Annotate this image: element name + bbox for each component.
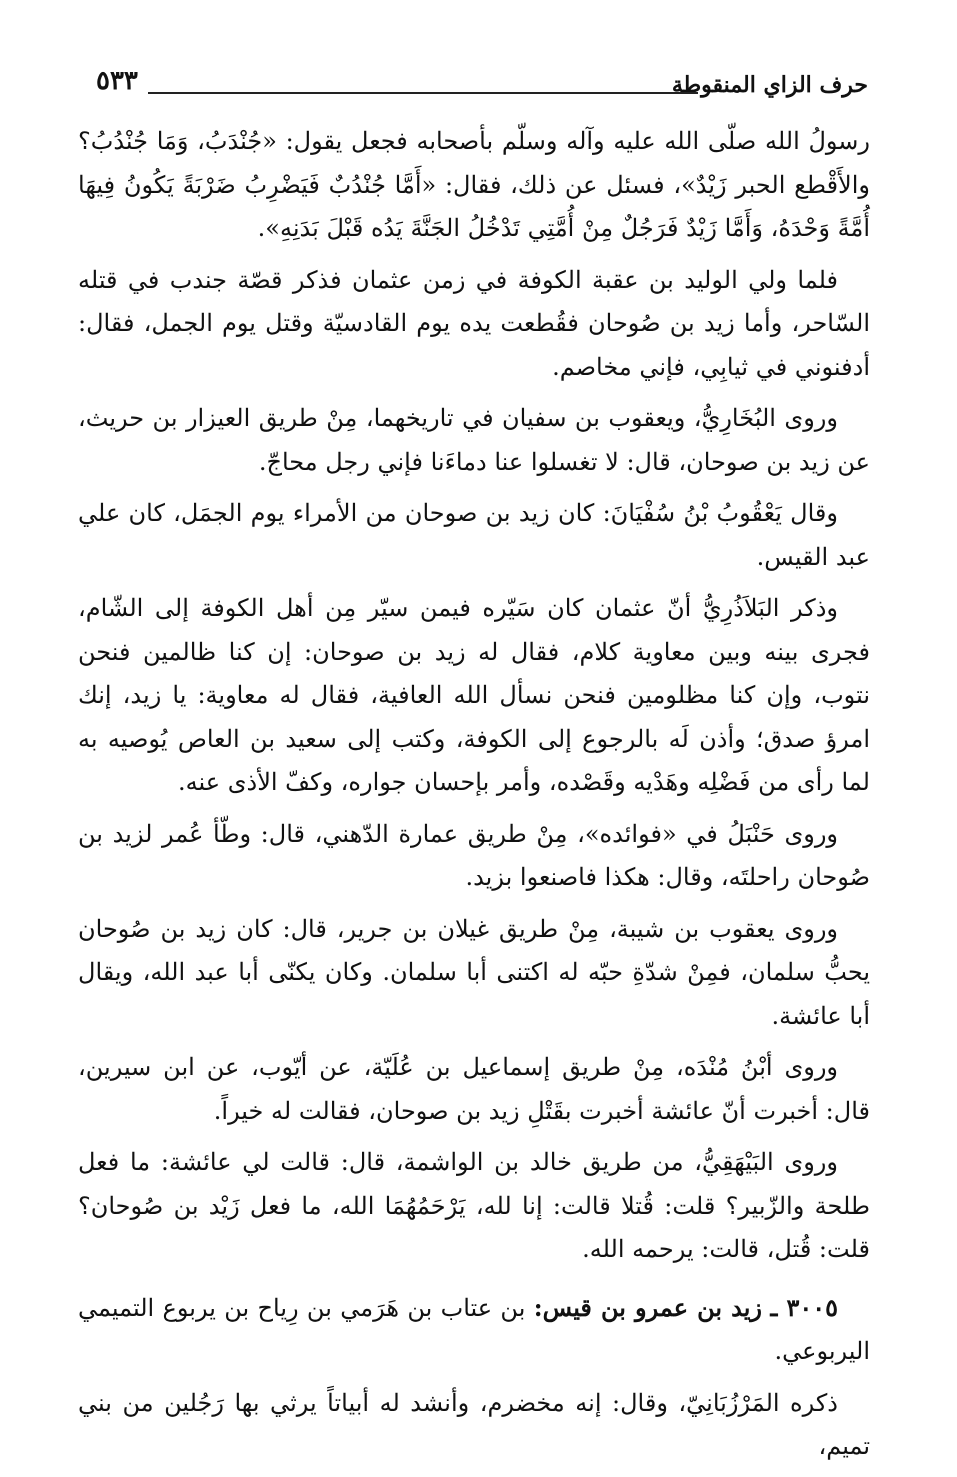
paragraph: وقال يَعْقُوبُ بْنُ سُفْيَانَ: كان زيد بن صوحان من الأمراء يوم الجمَل، كان علي عبد القيس. [78,499,870,571]
entry-name: زيد بن عمرو بن قيس: [533,1292,762,1322]
running-title: حرف الزاي المنقوطة [671,72,868,98]
paragraph: فلما ولي الوليد بن عقبة الكوفة في زمن عثمان فذكر قصّة جندب في قتله السّاحر، وأما زيد بن صُوحان فقُطعت يده يوم القادسيّة وقتل يوم الجمل، فقال: أدفنوني في ثيابِي، فإني مخاصم. [78,265,870,381]
paragraph: وروى أبْنُ مُنْدَه، مِنْ طريق إسماعيل بن عُلَيّة، عن أيّوب، عن ابن سيرين، قال: أخبرت أنّ عائشة أخبرت بقَتْلِ زيد بن صوحان، فقالت له خيراً. [78,1053,870,1125]
entry-text: بن عتاب بن هَرَمي بن رِياح بن يربوع التميمي اليربوعي. [78,1293,870,1365]
paragraph: وروى يعقوب بن شيبة، مِنْ طريق غيلان بن جرير، قال: كان زيد بن صُوحان يحبُّ سلمان، فمِنْ شدّةِ حبّه له اكتنى أبا سلمان. وكان يكنّى أبا عبد الله، ويقال أبا عائشة. [78,914,870,1030]
paragraph: وروى حَنْبَلُ في «فوائده»، مِنْ طريق عمارة الدّهني، قال: وطّأ عُمر لزيد بن صُوحان راحلتَه، وقال: هكذا فاصنعوا بزيد. [78,819,870,891]
paragraph: ذكره المَرْزُبَانِيّ، وقال: إنه مخضرم، وأنشد له أبياتاً يرثي بها رَجُلين من بني تميم، [78,1388,870,1460]
entry-number: ٣٠٠٥ ـ [770,1292,838,1322]
paragraph: وروى البُخَارِيُّ، ويعقوب بن سفيان في تاريخهما، مِنْ طريق العيزار بن حريث، عن زيد بن صوحان، قال: لا تغسلوا عنا دماءَنا فإني رجل محاجّ. [78,404,870,476]
body-text [78,120,870,1477]
paragraph: وروى البَيْهَقِيُّ، من طريق خالد بن الواشمة، قال: قالت لي عائشة: ما فعل طلحة والزّبير؟ قلت: قُتلا قالت: إنا لله، يَرْحَمُهُمَا الله، ما فعل زَيْد بن صُوحان؟ قلت: قُتل، قالت: يرحمه الله. [78,1148,870,1263]
page-number: ٥٣٣ [96,66,138,96]
biography-entry [78,1280,870,1374]
paragraph: رسولُ الله صلّى الله عليه وآله وسلّم بأصحابه فجعل يقول: «جُنْدَبُ، وَمَا جُنْدُبُ؟ والأَقْطع الحبر زَيْدٌ»، فسئل عن ذلك، فقال: «أَمَّا جُنْدُبٌ فَيَضْرِبُ ضَرْبَةً يَكُونُ فِيهَا أُمَّةً وَحْدَهُ، وَأَمَّا زَيْدٌ فَرَجُلٌ مِنْ أُمَّتِي تَدْخُلُ الجَنَّةَ يَدُه قَبْلَ بَدَنِهِ». [78,127,870,242]
paragraph: وذكر البَلاَذُرِيُّ أنّ عثمان كان سَيّره فيمن سيّر مِن أهل الكوفة إلى الشّام، فجرى بينه وبين معاوية كلام، فقال له زيد بن صوحان: إن كنا ظالمين فنحن نتوب، وإن كنا مظلومين فنحن نسأل الله العافية، فقال له معاوية: يا زيد، إنك امرؤ صدق؛ وأذن لَه بالرجوع إلى الكوفة، وكتب إلى سعيد بن العاص يُوصيه به لما رأى من فَضْلِه وهَدْيه وقَصْده، وأمر بإحسان جواره، وكفّ الأذى عنه. [78,594,871,796]
header-rule [148,92,698,94]
page-header [78,62,868,106]
